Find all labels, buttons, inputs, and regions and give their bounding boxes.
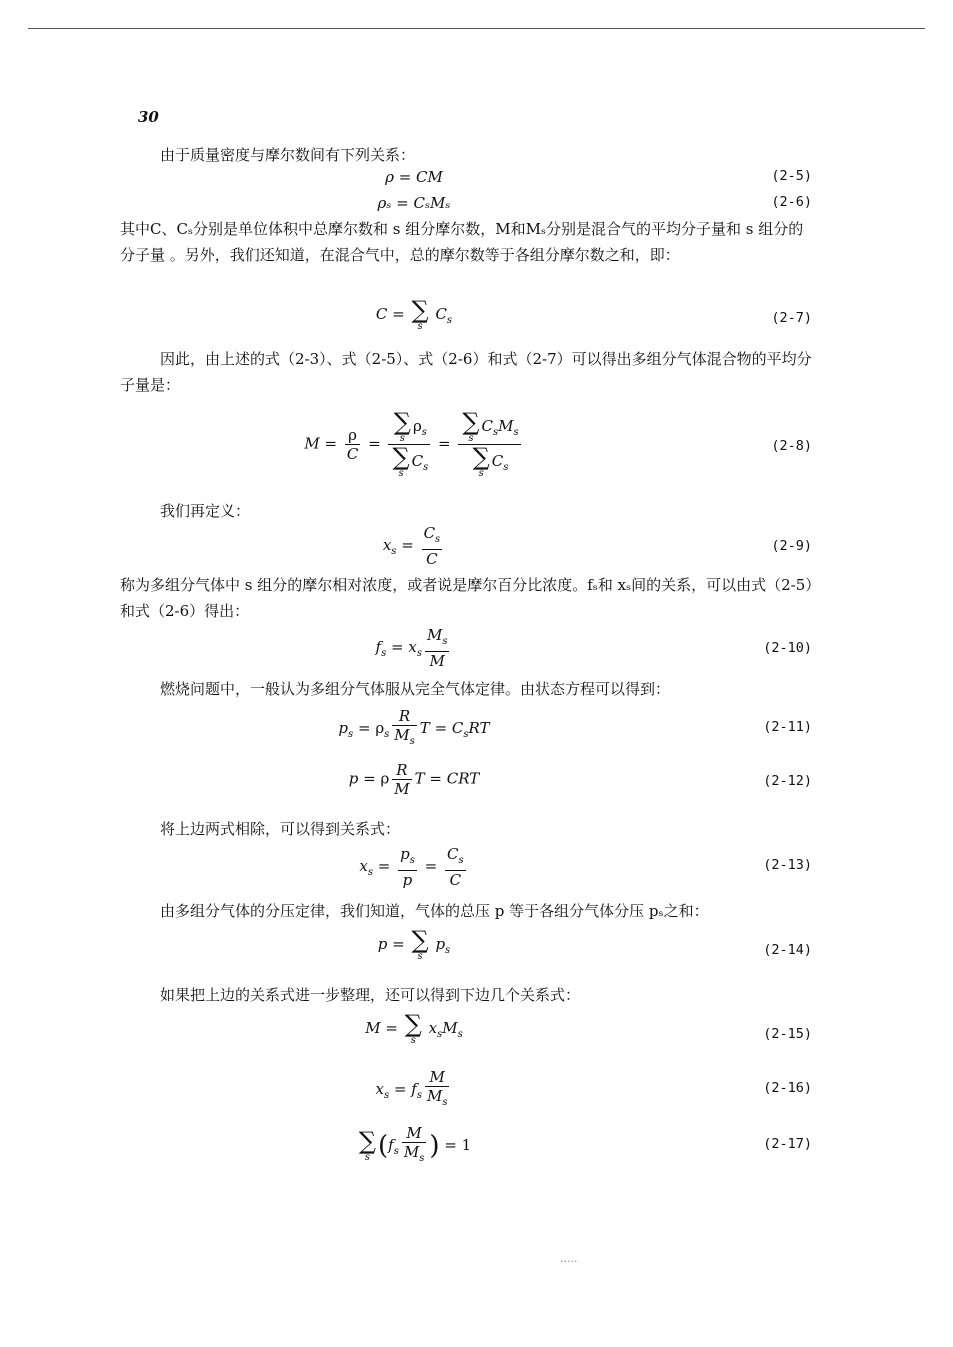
paragraph-8: 由多组分气体的分压定律，我们知道，气体的总压 p 等于各组分气体分压 pₛ之和： — [160, 902, 709, 920]
equation-body: M = ∑ s $x_sM_s$ — [365, 1010, 463, 1046]
paragraph-6: 燃烧问题中，一般认为多组分气体服从完全气体定律。由状态方程可以得到： — [160, 680, 671, 698]
equation-number: (2-17) — [763, 1136, 812, 1152]
paragraph-3-text: 因此，由上述的式（2-3）、式（2-5）、式（2-6）和式（2-7）可以得出多组分气体混合物的平均分子量是： — [120, 350, 812, 394]
equation-body: ρ = CM — [385, 168, 443, 186]
equation-body: $f_s = x_s$ $\frac{M_s}{M}$ — [375, 626, 448, 670]
equation-number: (2-14) — [763, 942, 812, 958]
equation-number: (2-10) — [763, 640, 812, 656]
paragraph-1: 由于质量密度与摩尔数间有下列关系： — [160, 146, 416, 164]
equation-body: ∑ s ($f_s$ $\frac{M}{M_s}$ ) = 1 — [358, 1124, 472, 1164]
header-rule — [28, 28, 925, 29]
equation-body: p = ∑ s $p_s$ — [377, 926, 451, 962]
equation-body: $p_s = \rho_s$ $\frac{R}{M_s}$ $T = C_sRT$ — [338, 707, 490, 747]
equation-number: (2-8) — [771, 438, 812, 454]
equation-number: (2-15) — [763, 1026, 812, 1042]
equation-body: $x_s$ = $\frac{p_s}{p}$ = $\frac{C_s}{C}$ — [359, 845, 464, 889]
paragraph-2: 其中C、Cₛ分别是单位体积中总摩尔数和 s 组分摩尔数，M和Mₛ分别是混合气的平均分子量和 s 组分的分子量 。另外，我们还知道，在混合气中，总的摩尔数等于各组分摩尔数之和，即： — [120, 220, 804, 264]
paragraph-5: 称为多组分气体中 s 组分的摩尔相对浓度，或者说是摩尔百分比浓度。fₛ和 xₛ间的关系，可以由式（2-5）和式（2-6）得出： — [120, 576, 813, 620]
equation-body: $x_s$ = $\frac{C_s}{C}$ — [382, 524, 441, 568]
equation-number: (2-16) — [763, 1080, 812, 1096]
paragraph-9: 如果把上边的关系式进一步整理，还可以得到下边几个关系式： — [160, 986, 581, 1004]
paragraph-4: 我们再定义： — [160, 502, 251, 520]
equation-body: M = $\frac{\rho}{C}$ = ∑ s $\rho_s$ ∑ s $C_s$ = ∑ s $C_sM_s$ ∑ s $C_s$ — [304, 408, 519, 479]
equation-number: (2-13) — [763, 857, 812, 873]
paragraph-3a — [120, 346, 818, 398]
equation-body: C = ∑ s $C_s$ — [375, 296, 453, 332]
equation-number: (2-12) — [763, 773, 812, 789]
equation-number: (2-6) — [771, 194, 812, 210]
equation-number: (2-7) — [771, 310, 812, 326]
equation-number: (2-9) — [771, 538, 812, 554]
paragraph-7: 将上边两式相除，可以得到关系式： — [160, 820, 401, 838]
equation-body: p = ρ $\frac{R}{M}$ T = CRT — [348, 761, 480, 798]
equation-number: (2-11) — [763, 719, 812, 735]
scan-speck: ····· — [560, 1255, 578, 1268]
equation-number: (2-5) — [771, 168, 812, 184]
equation-body: ρₛ = CₛMₛ — [377, 194, 451, 212]
equation-body: $x_s = f_s$ $\frac{M}{M_s}$ — [375, 1068, 448, 1108]
page-number: 30 — [138, 108, 159, 126]
